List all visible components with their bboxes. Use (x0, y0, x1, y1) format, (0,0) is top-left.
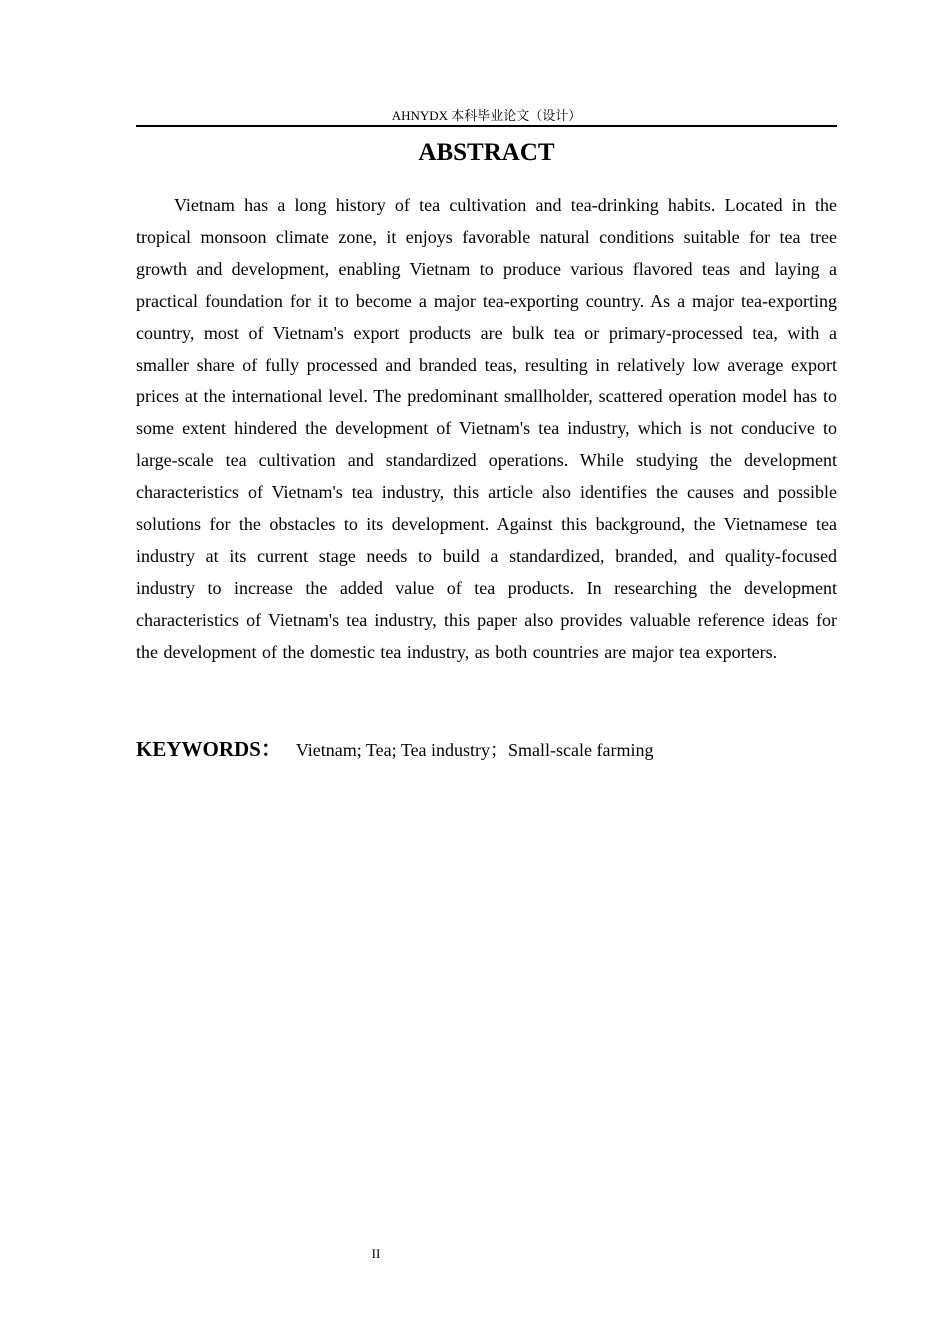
keywords-label: KEYWORDS (136, 737, 261, 761)
abstract-body: Vietnam has a long history of tea cultivation and tea-drinking habits. Located in the tropical monsoon climate zone, it enjoys favorable natural conditions suitable for tea tree growth and development, enabling Vietnam to produce various flavored teas and laying a practical foundation for it to become a major tea-exporting country. As a major tea-exporting country, most of Vietnam's export products are bulk tea or primary-processed tea, with a smaller share of fully processed and branded teas, resulting in relatively low average export prices at the international level. The predominant smallholder, scattered operation model has to some extent hindered the development of Vietnam's tea industry, which is not conducive to large-scale tea cultivation and standardized operations. While studying the development characteristics of Vietnam's tea industry, this article also identifies the causes and possible solutions for the obstacles to its development. Against this background, the Vietnamese tea industry at its current stage needs to build a standardized, branded, and quality-focused industry to increase the added value of tea products. In researching the development characteristics of Vietnam's tea industry, this paper also provides valuable reference ideas for the development of the domestic tea industry, as both countries are major tea exporters. (136, 195, 837, 662)
keywords-value: Vietnam; Tea; Tea industry；Small-scale farming (295, 740, 654, 760)
page-header: AHNYDX 本科毕业论文（设计） (391, 108, 582, 123)
abstract-title: ABSTRACT (418, 139, 555, 166)
keywords-separator: ： (260, 737, 282, 761)
page-number: II (371, 1246, 381, 1261)
header-divider (136, 125, 837, 127)
keywords-line (136, 734, 837, 765)
